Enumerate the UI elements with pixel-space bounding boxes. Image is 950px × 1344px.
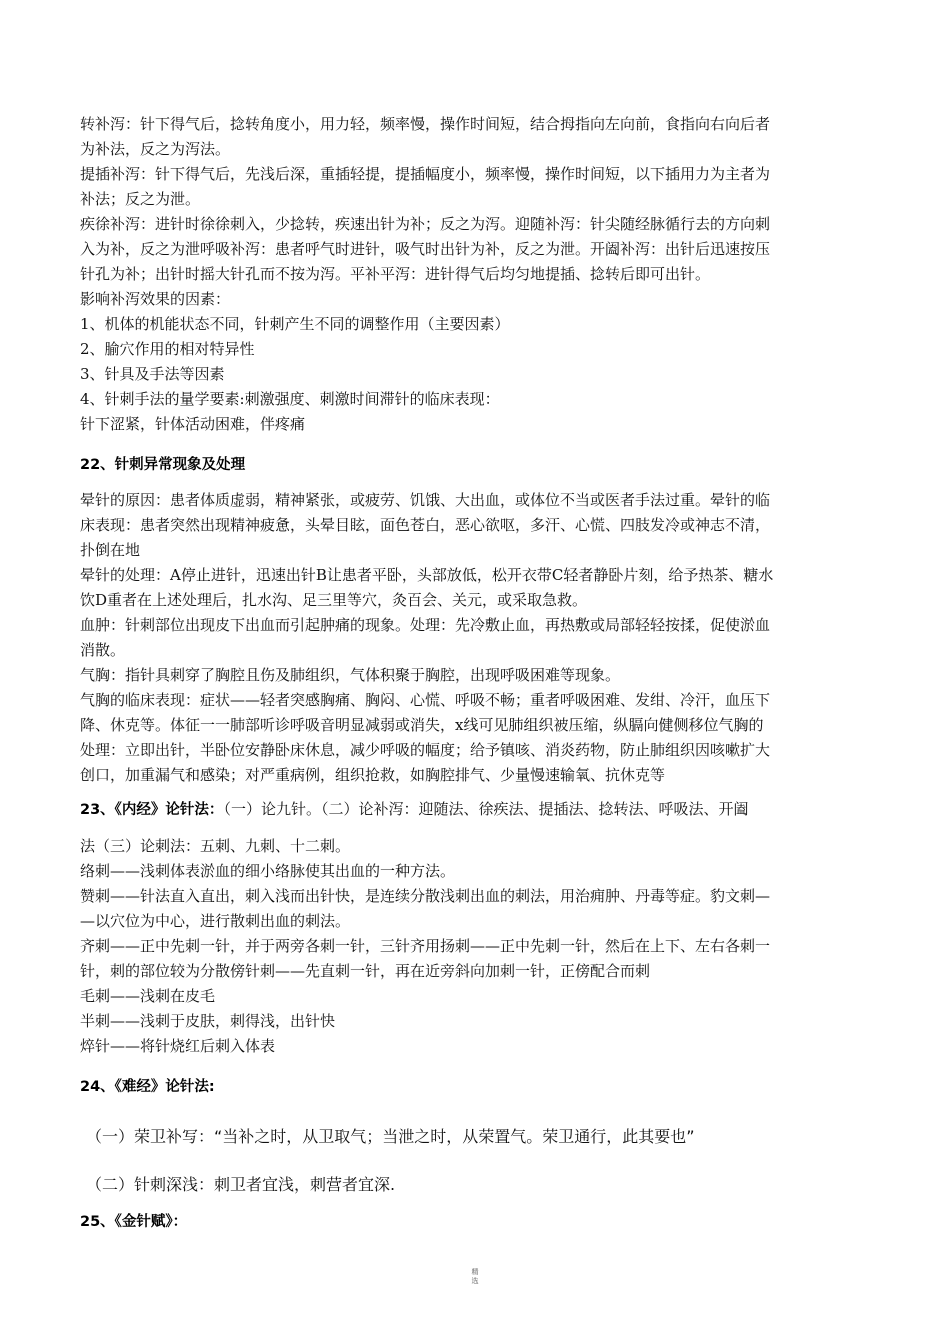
- text-line: 消散。: [80, 641, 126, 659]
- section-heading-23-line: [80, 799, 748, 820]
- text-line: 晕针的原因：患者体质虚弱，精神紧张，或疲劳、饥饿、大出血，或体位不当或医者手法过重。晕针的临: [80, 491, 771, 509]
- text-line: 补法；反之为泄。: [80, 190, 201, 208]
- text-line: 为补法，反之为泻法。: [80, 140, 231, 158]
- section-heading-24: 24、《难经》论针法:: [80, 1079, 215, 1095]
- section-heading-23: 23、《内经》论针法：: [80, 802, 224, 818]
- text-line: 血肿：针刺部位出现皮下出血而引起肿痛的现象。处理：先冷敷止血，再热敷或局部轻轻按揉，促使淤血: [80, 616, 771, 634]
- text-line: 齐刺——正中先刺一针，并于两旁各刺一针，三针齐用扬刺——正中先刺一针，然后在上下、左右各刺一: [80, 937, 771, 955]
- text-line: 针孔为补；出针时摇大针孔而不按为泻。平补平泻：进针得气后均匀地提插、捻转后即可出针。: [80, 265, 711, 283]
- list-item: 2、腧穴作用的相对特异性: [80, 340, 255, 358]
- list-item: 4、针刺手法的量学要素:刺激强度、刺激时间滞针的临床表现：: [80, 390, 500, 408]
- text-line: 针，刺的部位较为分散傍针刺——先直刺一针，再在近旁斜向加刺一针，正傍配合而刺: [80, 962, 651, 980]
- text-line: 床表现：患者突然出现精神疲惫，头晕目眩，面色苍白，恶心欲呕，多汗、心慌、四肢发冷或神志不清，: [80, 516, 771, 534]
- footer-text: 精: [471, 1268, 479, 1276]
- footer-text: 选: [471, 1277, 479, 1285]
- section-heading-25: [80, 1211, 187, 1232]
- text-line: 半刺——浅刺于皮肤，刺得浅，出针快: [80, 1012, 336, 1030]
- text-line: 扑倒在地: [80, 541, 141, 559]
- section-number: 25、《金针赋》：: [80, 1214, 188, 1230]
- list-item: 1、机体的机能状态不同，针刺产生不同的调整作用（主要因素）: [80, 315, 510, 333]
- text-line: 法（三）论刺法：五刺、九刺、十二刺。: [80, 837, 351, 855]
- text-line: —以穴位为中心，进行散刺出血的刺法。: [80, 912, 351, 930]
- text-line: 晕针的处理：A停止进针，迅速出针B让患者平卧，头部放低，松开衣带C轻者静卧片刻，给予热茶、糖水: [80, 566, 774, 584]
- text-line: 提插补泻：针下得气后，先浅后深，重插轻提，提插幅度小，频率慢，操作时间短，以下插用力为主者为: [80, 165, 771, 183]
- text-line: 转补泻：针下得气后，捻转角度小，用力轻，频率慢，操作时间短，结合拇指向左向前，食指向右向后者: [80, 115, 771, 133]
- subsection-line: （一）荣卫补写：“当补之时，从卫取气；当泄之时，从荣置气。荣卫通行，此其要也”: [86, 1127, 695, 1146]
- text-line: 入为补，反之为泄呼吸补泻：患者呼气时进针，吸气时出针为补，反之为泄。开阖补泻：出针后迅速按压: [80, 240, 771, 258]
- page-footer: [467, 1268, 483, 1286]
- text-line: 络刺——浅刺体表淤血的细小络脉使其出血的一种方法。: [80, 862, 456, 880]
- text-line: 创口，加重漏气和感染；对严重病例，组织抢救，如胸腔排气、少量慢速输氧、抗休克等: [80, 766, 666, 784]
- text-line: 降、休克等。体征一一肺部听诊呼吸音明显减弱或消失，x线可见肺组织被压缩，纵膈向健侧移位气胸的: [80, 716, 764, 734]
- text-line: 气胸：指针具刺穿了胸腔且伤及肺组织，气体积聚于胸腔，出现呼吸困难等现象。: [80, 666, 621, 684]
- text-line: 饮D重者在上述处理后，扎水沟、足三里等穴，灸百会、关元，或采取急救。: [80, 591, 588, 609]
- section-heading-22: 22、针刺异常现象及处理: [80, 457, 246, 473]
- text-line: 毛刺——浅刺在皮毛: [80, 987, 216, 1005]
- text-line: 针下涩紧，针体活动困难，伴疼痛: [80, 415, 306, 433]
- text-line: 疾徐补泻：进针时徐徐刺入，少捻转，疾速出针为补；反之为泻。迎随补泻：针尖随经脉循行去的方向刺: [80, 215, 771, 233]
- text-line: 赞刺——针法直入直出，刺入浅而出针快，是连续分散浅刺出血的刺法，用治痈肿、丹毒等症。豹文刺—: [80, 887, 771, 905]
- text-line: 焠针——将针烧红后刺入体表: [80, 1037, 276, 1055]
- list-item: 3、针具及手法等因素: [80, 365, 225, 383]
- text-line: 影响补泻效果的因素：: [80, 290, 231, 308]
- text-line: 气胸的临床表现：症状——轻者突感胸痛、胸闷、心慌、呼吸不畅；重者呼吸困难、发绀、冷汗，血压下: [80, 691, 771, 709]
- text-span: （一）论九针。（二）论补泻：迎随法、徐疾法、提插法、捻转法、呼吸法、开阖: [223, 800, 749, 818]
- text-line: 处理：立即出针，半卧位安静卧床休息，减少呼吸的幅度；给予镇咳、消炎药物，防止肺组织因咳嗽扩大: [80, 741, 771, 759]
- subsection-line: （二）针刺深浅：刺卫者宜浅，刺营者宜深.: [86, 1175, 396, 1194]
